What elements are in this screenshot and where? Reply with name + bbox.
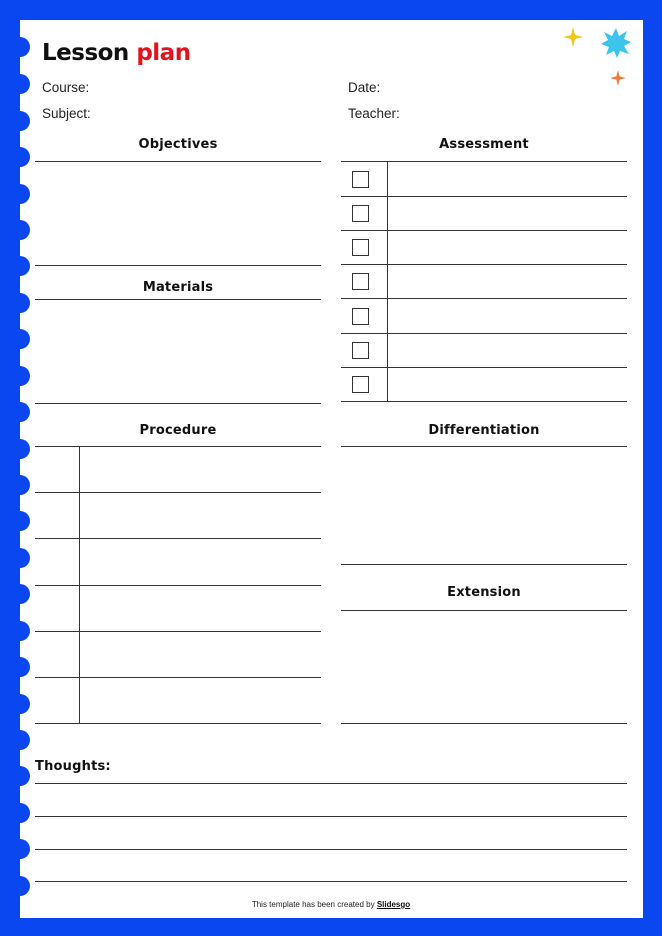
page-title	[42, 40, 191, 66]
burst-blue-icon	[600, 27, 632, 59]
assessment-divider	[387, 161, 388, 401]
thoughts-line	[35, 783, 627, 784]
procedure-rule	[35, 677, 321, 678]
title-accent: plan	[136, 40, 191, 66]
subject-field-label: Subject:	[42, 106, 91, 121]
thoughts-heading: Thoughts:	[35, 759, 111, 774]
objectives-top-rule	[35, 161, 321, 162]
teacher-field-label: Teacher:	[348, 106, 400, 121]
assessment-checkbox[interactable]	[352, 171, 369, 188]
assessment-rule	[341, 230, 627, 231]
objectives-heading: Objectives	[138, 137, 218, 152]
materials-top-rule	[35, 299, 321, 300]
assessment-checkbox[interactable]	[352, 308, 369, 325]
sparkle-orange-icon	[610, 70, 626, 86]
slidesgo-link[interactable]: Slidesgo	[376, 900, 411, 909]
materials-bottom-rule	[35, 403, 321, 404]
assessment-checkbox[interactable]	[352, 376, 369, 393]
extension-heading: Extension	[447, 585, 521, 600]
date-field-label: Date:	[348, 80, 381, 95]
differentiation-heading: Differentiation	[428, 423, 540, 438]
thoughts-line	[35, 849, 627, 850]
materials-heading: Materials	[142, 280, 214, 295]
differentiation-bottom-rule	[341, 564, 627, 565]
procedure-rule	[35, 492, 321, 493]
assessment-rule	[341, 196, 627, 197]
objectives-bottom-rule	[35, 265, 321, 266]
procedure-divider	[79, 446, 80, 723]
assessment-rule	[341, 367, 627, 368]
procedure-rule	[35, 446, 321, 447]
assessment-checkbox[interactable]	[352, 205, 369, 222]
procedure-rule	[35, 723, 321, 724]
course-field-label: Course:	[42, 80, 90, 95]
procedure-rule	[35, 631, 321, 632]
assessment-rule	[341, 298, 627, 299]
procedure-rule	[35, 538, 321, 539]
footer-credit	[0, 900, 662, 909]
assessment-heading: Assessment	[439, 137, 529, 152]
assessment-checkbox[interactable]	[352, 342, 369, 359]
footer-text: This template has been created by	[251, 900, 377, 909]
thoughts-line	[35, 881, 627, 882]
assessment-checkbox[interactable]	[352, 273, 369, 290]
assessment-rule	[341, 161, 627, 162]
assessment-rule	[341, 264, 627, 265]
assessment-rule	[341, 333, 627, 334]
title-main: Lesson	[42, 40, 129, 66]
procedure-rule	[35, 585, 321, 586]
assessment-checkbox[interactable]	[352, 239, 369, 256]
thoughts-line	[35, 816, 627, 817]
assessment-rule	[341, 401, 627, 402]
extension-bottom-rule	[341, 723, 627, 724]
procedure-heading: Procedure	[139, 423, 217, 438]
extension-top-rule	[341, 610, 627, 611]
sparkle-yellow-icon	[563, 27, 583, 47]
differentiation-top-rule	[341, 446, 627, 447]
